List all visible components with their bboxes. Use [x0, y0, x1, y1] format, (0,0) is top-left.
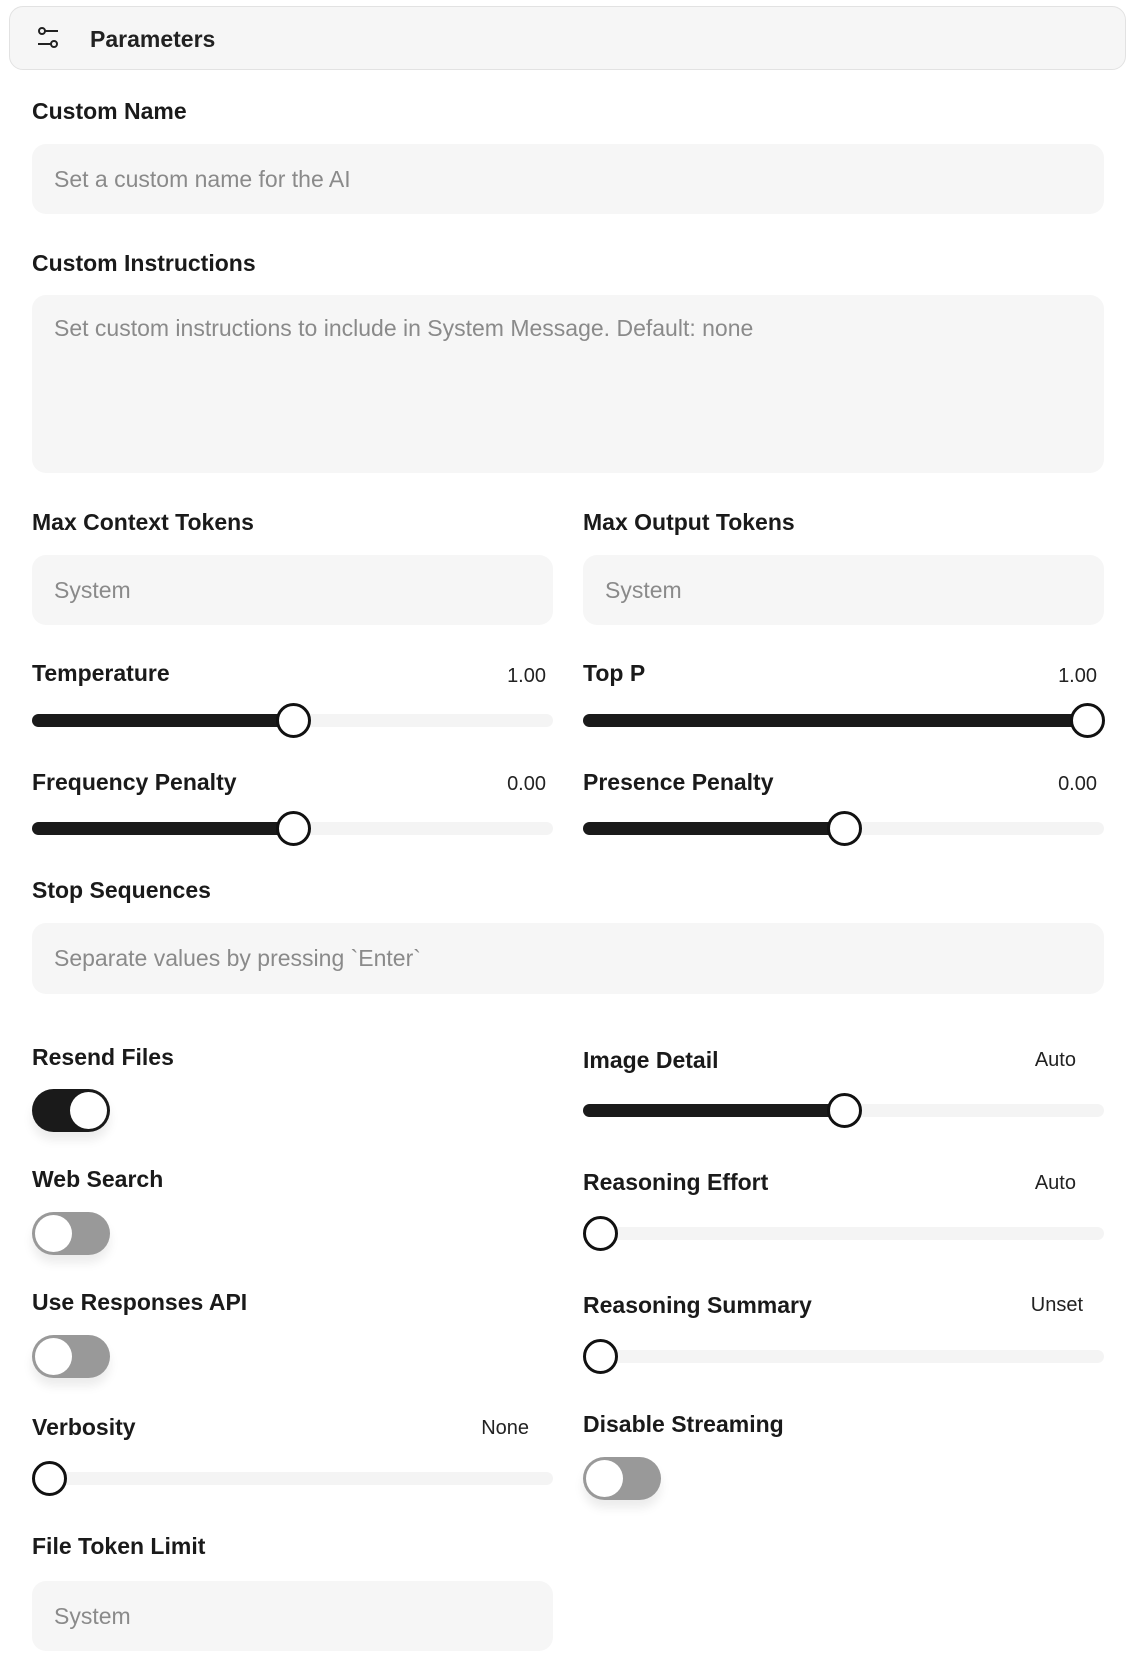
- reasoning-summary-value: Unset: [1030, 1294, 1083, 1316]
- temperature-value: 1.00: [507, 665, 546, 687]
- presence-penalty-label: Presence Penalty: [583, 769, 774, 795]
- slider-thumb[interactable]: [276, 811, 311, 846]
- image-detail-value: Auto: [1034, 1049, 1076, 1071]
- slider-thumb[interactable]: [583, 1216, 618, 1251]
- reasoning-summary-slider[interactable]: [600, 1350, 1104, 1363]
- max-output-input[interactable]: [583, 555, 1104, 625]
- image-detail-label: Image Detail: [583, 1047, 719, 1073]
- reasoning-effort-slider[interactable]: [600, 1227, 1104, 1240]
- max-output-label: Max Output Tokens: [583, 509, 795, 535]
- frequency-penalty-slider[interactable]: [32, 822, 553, 835]
- verbosity-label: Verbosity: [32, 1414, 136, 1440]
- frequency-penalty-label: Frequency Penalty: [32, 769, 237, 795]
- file-token-limit-label: File Token Limit: [32, 1533, 206, 1559]
- custom-name-label: Custom Name: [32, 98, 187, 124]
- temperature-label: Temperature: [32, 660, 170, 686]
- web-search-toggle[interactable]: [32, 1212, 110, 1255]
- image-detail-slider[interactable]: [583, 1104, 1104, 1117]
- slider-thumb[interactable]: [827, 811, 862, 846]
- slider-thumb[interactable]: [276, 703, 311, 738]
- top-p-value: 1.00: [1058, 665, 1097, 687]
- header-title: Parameters: [90, 26, 216, 52]
- presence-penalty-value: 0.00: [1058, 773, 1097, 795]
- slider-thumb[interactable]: [32, 1461, 67, 1496]
- reasoning-summary-label: Reasoning Summary: [583, 1292, 812, 1318]
- top-p-slider[interactable]: [583, 714, 1087, 727]
- reasoning-effort-value: Auto: [1034, 1172, 1076, 1194]
- slider-thumb[interactable]: [583, 1339, 618, 1374]
- stop-sequences-label: Stop Sequences: [32, 877, 211, 903]
- custom-instructions-textarea[interactable]: [32, 295, 1104, 473]
- slider-thumb[interactable]: [1070, 703, 1105, 738]
- resend-files-toggle[interactable]: [32, 1089, 110, 1132]
- top-p-label: Top P: [583, 660, 646, 686]
- file-token-limit-input[interactable]: [32, 1581, 553, 1651]
- use-responses-api-label: Use Responses API: [32, 1289, 248, 1315]
- max-context-label: Max Context Tokens: [32, 509, 254, 535]
- verbosity-value: None: [481, 1417, 529, 1439]
- parameters-header[interactable]: [9, 6, 1126, 70]
- use-responses-api-toggle[interactable]: [32, 1335, 110, 1378]
- verbosity-slider[interactable]: [49, 1472, 553, 1485]
- resend-files-label: Resend Files: [32, 1044, 174, 1070]
- custom-instructions-label: Custom Instructions: [32, 250, 256, 276]
- stop-sequences-input[interactable]: [32, 923, 1104, 994]
- disable-streaming-label: Disable Streaming: [583, 1411, 784, 1437]
- frequency-penalty-value: 0.00: [507, 773, 546, 795]
- temperature-slider[interactable]: [32, 714, 553, 727]
- reasoning-effort-label: Reasoning Effort: [583, 1169, 769, 1195]
- custom-name-input[interactable]: [32, 144, 1104, 214]
- slider-thumb[interactable]: [827, 1093, 862, 1128]
- sliders-icon: [36, 26, 60, 50]
- max-context-input[interactable]: [32, 555, 553, 625]
- presence-penalty-slider[interactable]: [583, 822, 1104, 835]
- web-search-label: Web Search: [32, 1166, 164, 1192]
- disable-streaming-toggle[interactable]: [583, 1457, 661, 1500]
